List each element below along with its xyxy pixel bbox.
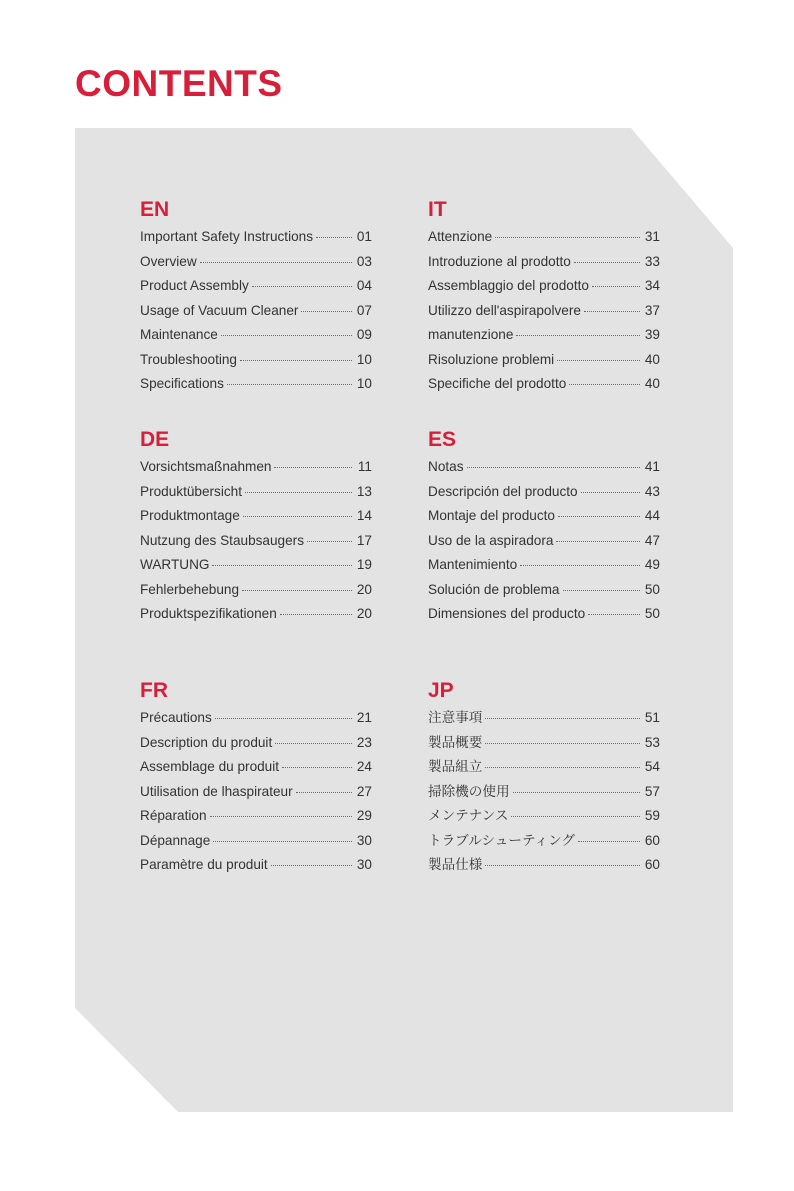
toc-item[interactable]: [428, 504, 660, 529]
toc-list: [428, 225, 660, 397]
dot-leader: [485, 865, 640, 866]
toc-item[interactable]: [140, 372, 372, 397]
dot-leader: [240, 360, 352, 361]
toc-item-page: 17: [356, 532, 372, 548]
toc-item-page: 03: [356, 253, 372, 269]
dot-leader: [558, 516, 640, 517]
toc-item-page: 01: [356, 229, 372, 244]
toc-item-label: Nutzung des Staubsaugers: [140, 532, 304, 548]
toc-item[interactable]: [140, 829, 372, 854]
toc-item-page: 30: [356, 832, 372, 848]
toc-item-page: 44: [644, 508, 660, 523]
dot-leader: [569, 384, 640, 385]
dot-leader: [581, 492, 640, 493]
toc-list: [140, 706, 372, 878]
dot-leader: [563, 590, 640, 591]
section-heading: FR: [140, 679, 168, 702]
toc-item-page: 59: [644, 808, 660, 823]
page-title: CONTENTS: [75, 63, 283, 104]
toc-item-label: Uso de la aspiradora: [428, 532, 554, 548]
section-jp: [428, 676, 660, 878]
toc-item[interactable]: [140, 780, 372, 805]
toc-item-label: Attenzione: [428, 229, 493, 244]
toc-item-page: 51: [644, 710, 660, 725]
toc-item[interactable]: [140, 323, 372, 348]
toc-item-label: Introduzione al prodotto: [428, 253, 571, 269]
toc-item-label: Usage of Vacuum Cleaner: [140, 302, 299, 318]
dot-leader: [516, 335, 639, 336]
dot-leader: [242, 590, 352, 591]
toc-item[interactable]: [428, 780, 660, 805]
toc-item-label: Solución de problema: [428, 581, 560, 597]
toc-list: [140, 225, 372, 397]
section-heading: EN: [140, 198, 170, 221]
toc-item-label: WARTUNG: [140, 557, 210, 572]
toc-item-page: 37: [644, 302, 660, 318]
toc-item[interactable]: [140, 731, 372, 756]
toc-item-label: メンテナンス: [428, 808, 509, 823]
dot-leader: [282, 767, 352, 768]
toc-item[interactable]: [428, 731, 660, 756]
toc-item[interactable]: [140, 299, 372, 324]
toc-item-page: 19: [356, 557, 372, 572]
toc-item-page: 40: [644, 351, 660, 367]
dot-leader: [307, 541, 352, 542]
dot-leader: [252, 286, 352, 287]
toc-item-page: 20: [356, 581, 372, 597]
toc-item[interactable]: [428, 829, 660, 854]
toc-item-page: 09: [356, 327, 372, 342]
toc-list: [428, 455, 660, 627]
toc-item-page: 30: [356, 857, 372, 872]
dot-leader: [467, 467, 640, 468]
toc-item[interactable]: [428, 602, 660, 627]
section-heading: IT: [428, 198, 447, 221]
toc-item[interactable]: [140, 455, 372, 480]
toc-item-label: Produktübersicht: [140, 483, 243, 499]
toc-item-page: 40: [644, 376, 660, 391]
toc-item[interactable]: [428, 804, 660, 829]
toc-item-label: Utilizzo dell'aspirapolvere: [428, 302, 581, 318]
toc-item[interactable]: [140, 578, 372, 603]
dot-leader: [520, 565, 640, 566]
toc-item[interactable]: [428, 225, 660, 250]
toc-item[interactable]: [428, 480, 660, 505]
toc-item-page: 57: [644, 783, 660, 799]
dot-leader: [588, 614, 640, 615]
toc-item-label: 掃除機の使用: [428, 783, 510, 799]
section-de: [140, 425, 372, 627]
toc-item-label: Assemblaggio del prodotto: [428, 278, 589, 293]
toc-item-page: 07: [356, 302, 372, 318]
toc-item-page: 10: [356, 351, 372, 367]
dot-leader: [578, 841, 640, 842]
toc-item-label: Risoluzione problemi: [428, 351, 555, 367]
dot-leader: [511, 816, 639, 817]
toc-item-page: 23: [356, 734, 372, 750]
toc-item[interactable]: [428, 706, 660, 731]
toc-item-page: 27: [356, 783, 372, 799]
toc-item[interactable]: [140, 602, 372, 627]
dot-leader: [592, 286, 640, 287]
toc-item-label: Mantenimiento: [428, 557, 518, 572]
toc-item-label: 製品概要: [428, 734, 483, 750]
toc-item[interactable]: [428, 455, 660, 480]
dot-leader: [221, 335, 352, 336]
section-en: [140, 195, 372, 397]
toc-item[interactable]: [140, 755, 372, 780]
toc-item-label: 製品組立: [428, 759, 483, 774]
toc-item-label: Product Assembly: [140, 278, 249, 293]
toc-item-page: 33: [644, 253, 660, 269]
toc-item[interactable]: [140, 348, 372, 373]
toc-item-page: 41: [644, 459, 660, 474]
dot-leader: [485, 767, 640, 768]
dot-leader: [215, 718, 352, 719]
toc-item-label: Troubleshooting: [140, 351, 237, 367]
section-fr: [140, 676, 372, 878]
toc-item[interactable]: [140, 480, 372, 505]
dot-leader: [275, 743, 352, 744]
toc-item[interactable]: [140, 804, 372, 829]
toc-item-label: Utilisation de lhaspirateur: [140, 783, 293, 799]
toc-item-label: Dimensiones del producto: [428, 606, 586, 621]
toc-item-label: Specifications: [140, 376, 224, 391]
toc-item-page: 60: [644, 857, 660, 872]
toc-item-label: Assemblage du produit: [140, 759, 280, 774]
toc-item-page: 29: [356, 808, 372, 823]
dot-leader: [210, 816, 352, 817]
toc-item[interactable]: [428, 299, 660, 324]
toc-item-page: 24: [356, 759, 372, 774]
section-heading: DE: [140, 428, 170, 451]
toc-item[interactable]: [140, 853, 372, 878]
toc-item-label: 製品仕様: [428, 857, 483, 872]
section-heading: JP: [428, 679, 454, 702]
toc-item[interactable]: [428, 323, 660, 348]
section-it: [428, 195, 660, 397]
toc-item[interactable]: [428, 372, 660, 397]
toc-item-page: 50: [644, 581, 660, 597]
toc-item[interactable]: [140, 553, 372, 578]
dot-leader: [485, 743, 640, 744]
section-heading: ES: [428, 428, 457, 451]
toc-item-label: トラブルシューティング: [428, 832, 576, 848]
toc-item-page: 14: [356, 508, 372, 523]
toc-item-label: Produktmontage: [140, 508, 240, 523]
toc-item-page: 47: [644, 532, 660, 548]
toc-item-label: Montaje del producto: [428, 508, 555, 523]
toc-item-label: Produktspezifikationen: [140, 606, 277, 621]
toc-item-label: Précautions: [140, 710, 212, 725]
dot-leader: [574, 262, 640, 263]
toc-item[interactable]: [140, 504, 372, 529]
toc-item-page: 53: [644, 734, 660, 750]
toc-item-label: Important Safety Instructions: [140, 229, 314, 244]
dot-leader: [280, 614, 352, 615]
dot-leader: [274, 467, 352, 468]
toc-item-label: Overview: [140, 253, 197, 269]
toc-item-page: 31: [644, 229, 660, 244]
toc-item-label: Maintenance: [140, 327, 218, 342]
toc-item-label: Fehlerbehebung: [140, 581, 240, 597]
toc-item-label: Specifiche del prodotto: [428, 376, 567, 391]
dot-leader: [200, 262, 352, 263]
toc-item-label: Dépannage: [140, 832, 211, 848]
toc-item[interactable]: [428, 348, 660, 373]
toc-list: [140, 455, 372, 627]
dot-leader: [584, 311, 640, 312]
dot-leader: [227, 384, 352, 385]
toc-item[interactable]: [140, 274, 372, 299]
dot-leader: [513, 792, 640, 793]
toc-item-label: Description du produit: [140, 734, 273, 750]
toc-item-label: 注意事項: [428, 710, 483, 725]
dot-leader: [485, 718, 640, 719]
toc-item-page: 10: [356, 376, 372, 391]
toc-item-label: Notas: [428, 459, 464, 474]
dot-leader: [212, 565, 351, 566]
toc-list: [428, 706, 660, 878]
toc-item[interactable]: [428, 755, 660, 780]
toc-item[interactable]: [428, 250, 660, 275]
toc-item-page: 60: [644, 832, 660, 848]
toc-item[interactable]: [428, 853, 660, 878]
toc-item[interactable]: [428, 529, 660, 554]
toc-item-page: 39: [644, 327, 660, 342]
dot-leader: [245, 492, 352, 493]
toc-item[interactable]: [140, 529, 372, 554]
toc-item-page: 20: [356, 606, 372, 621]
dot-leader: [243, 516, 352, 517]
toc-item-page: 13: [356, 483, 372, 499]
toc-item-label: Paramètre du produit: [140, 857, 268, 872]
dot-leader: [213, 841, 352, 842]
dot-leader: [557, 360, 640, 361]
toc-item[interactable]: [140, 250, 372, 275]
dot-leader: [556, 541, 639, 542]
toc-item-page: 34: [644, 278, 660, 293]
toc-item-page: 54: [644, 759, 660, 774]
toc-item-label: Réparation: [140, 808, 207, 823]
dot-leader: [271, 865, 352, 866]
toc-item-page: 49: [644, 557, 660, 572]
toc-item-label: Descripción del producto: [428, 483, 578, 499]
dot-leader: [316, 237, 352, 238]
toc-item[interactable]: [428, 553, 660, 578]
dot-leader: [495, 237, 640, 238]
toc-item[interactable]: [140, 225, 372, 250]
toc-item-page: 43: [644, 483, 660, 499]
toc-item-label: Vorsichtsmaßnahmen: [140, 459, 272, 474]
toc-item-page: 04: [356, 278, 372, 293]
toc-item-page: 21: [356, 710, 372, 725]
toc-item-label: manutenzione: [428, 327, 514, 342]
section-es: [428, 425, 660, 627]
toc-item[interactable]: [428, 274, 660, 299]
toc-item[interactable]: [140, 706, 372, 731]
toc-item-page: 50: [644, 606, 660, 621]
toc-item-page: 11: [357, 459, 372, 474]
dot-leader: [296, 792, 352, 793]
toc-item[interactable]: [428, 578, 660, 603]
dot-leader: [301, 311, 351, 312]
